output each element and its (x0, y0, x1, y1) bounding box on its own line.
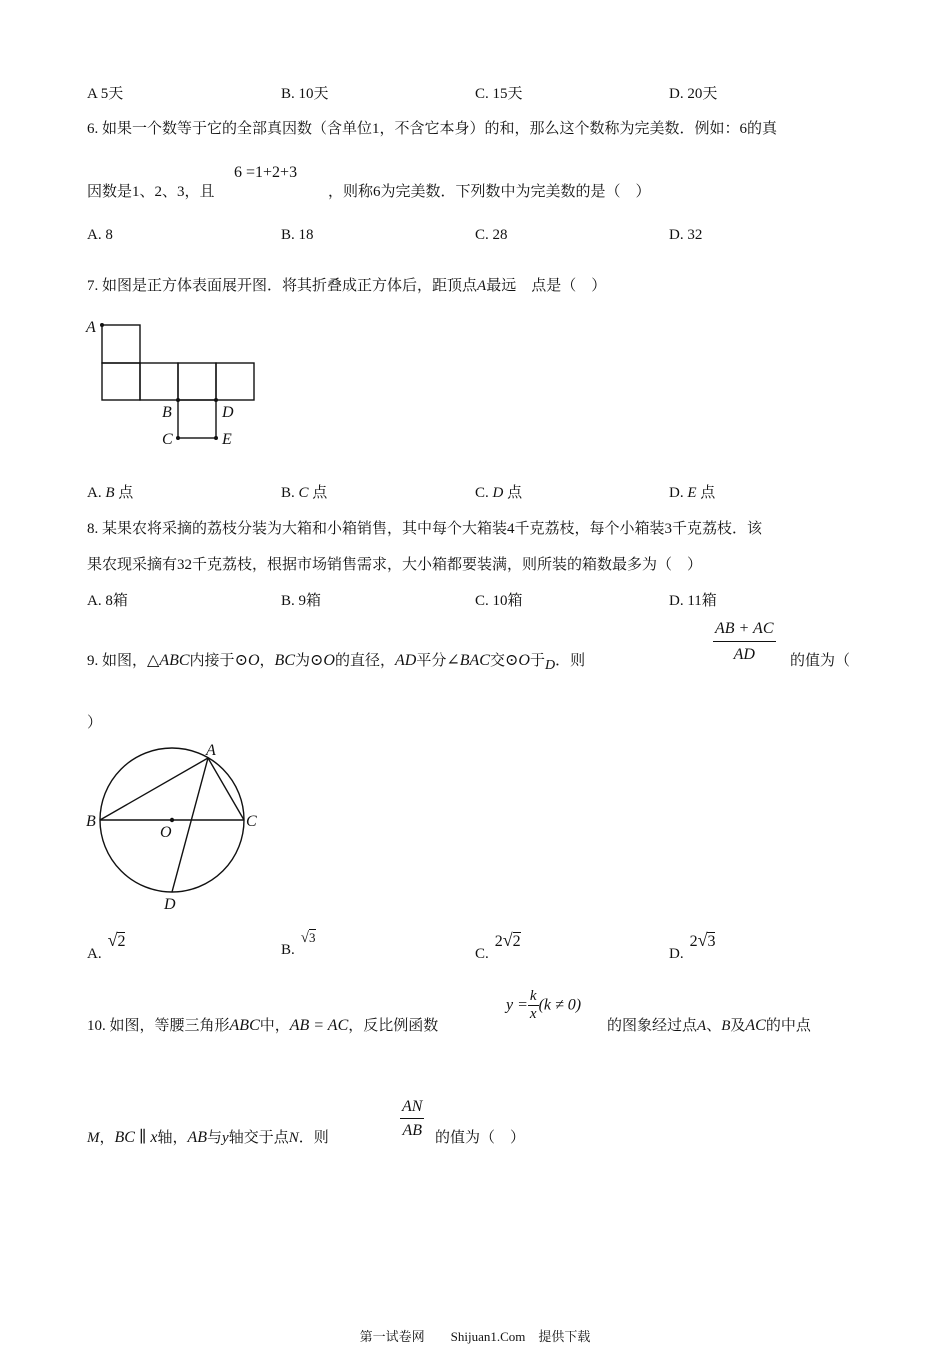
q10-point-a: A (697, 1018, 707, 1034)
q6-stem-post: ，则称6为完美数．下列数中为完美数的是（ ） (328, 184, 651, 200)
q9-option-d (669, 930, 716, 962)
q10-stem-line2-a (87, 1126, 329, 1147)
q9-option-a (87, 930, 126, 962)
sqrt-icon: √ (107, 930, 118, 950)
q7-option-b (281, 481, 327, 502)
q10-text-10: 与 (207, 1130, 223, 1146)
q10-text-1: 10. 如图，等腰三角形 (87, 1018, 230, 1034)
label-b: B (162, 404, 172, 421)
q10-y-var: y (222, 1130, 229, 1146)
q10-ab: AB (187, 1129, 208, 1146)
q9-bc: BC (274, 652, 295, 669)
net-square-row-3 (178, 363, 216, 400)
q10-k-numerator: k (529, 988, 537, 1004)
q5-option-c: C. 15天 (475, 86, 523, 102)
q9-text-6: 平分 (416, 653, 447, 669)
center-o-dot (170, 818, 174, 822)
q9-text-2: 内接于 (189, 653, 235, 669)
q9-ad: AD (395, 652, 417, 669)
q9-circle-2: ⊙O (310, 652, 335, 669)
q5-option-a: A 5天 (87, 86, 124, 102)
q10-condition: (k ≠ 0) (538, 996, 582, 1014)
q10-text-12: ．则 (298, 1130, 329, 1146)
q9-close-paren: ） (87, 715, 103, 731)
q7-option-d (669, 481, 715, 502)
q5-option-b: B. 10天 (281, 86, 329, 102)
q9-option-d-prefix: D. (669, 946, 684, 962)
q9-option-c-prefix: C. (475, 946, 489, 962)
q7-stem-var: A (477, 278, 487, 294)
circle-figure (80, 735, 270, 915)
q10-fraction-numerator: AN (400, 1098, 424, 1119)
q9-angle: ∠BAC (446, 652, 490, 669)
point-c (176, 436, 180, 440)
q6-option-d: D. 32 (669, 227, 703, 243)
segment-ad (172, 758, 208, 892)
q7-option-c-suffix: 点 (507, 485, 523, 501)
point-b (176, 398, 180, 402)
segment-ac (208, 758, 244, 820)
net-square-row-1 (102, 363, 140, 400)
q9-stem (87, 649, 586, 673)
q6-stem-pre: 因数是1、2、3，且 (87, 184, 215, 200)
q10-x-denominator: x (529, 1006, 537, 1022)
point-d (214, 398, 218, 402)
q10-text-7: 的中点 (765, 1018, 811, 1034)
q9-option-a-radicand: 2 (117, 933, 126, 950)
q7-option-d-var: E (687, 485, 697, 501)
q10-text-13: 的值为（ ） (435, 1130, 526, 1146)
page-footer: 第一试卷网 Shijuan1.Com 提供下载 (359, 1329, 591, 1344)
label-a: A (86, 319, 96, 336)
q7-option-a-var: B (105, 485, 115, 501)
circle-label-b: B (86, 813, 96, 830)
q10-text-4: 的图象经过点 (607, 1018, 698, 1034)
q9-text-10: 的值为（ (790, 653, 851, 669)
net-square-row-2 (140, 363, 178, 400)
q10-fraction-denominator: AB (402, 1122, 422, 1139)
q8-stem-line2: 果农现采摘有32千克荔枝，根据市场销售需求，大小箱都要装满，则所装的箱数最多为（ ） (87, 557, 703, 573)
q7-option-c (475, 481, 522, 502)
q7-option-b-suffix: 点 (312, 485, 328, 501)
q8-option-d: D. 11箱 (669, 593, 717, 609)
q10-point-n: N (288, 1130, 299, 1146)
q10-abc: ABC (229, 1017, 260, 1034)
q6-option-c: C. 28 (475, 227, 508, 243)
q7-option-c-var: D (492, 485, 504, 501)
q10-ac: AC (745, 1017, 766, 1034)
sqrt-icon: √ (300, 930, 309, 946)
q7-option-d-suffix: 点 (700, 485, 716, 501)
q9-option-c-coef: 2 (494, 933, 503, 950)
q10-text-6: 及 (730, 1018, 746, 1034)
segment-ab (100, 758, 208, 820)
circle-label-d: D (164, 896, 176, 913)
q7-option-b-prefix: B. (281, 485, 295, 501)
q10-text-5: 、 (706, 1018, 722, 1034)
q9-d: D (544, 658, 556, 673)
q9-circle-3: ⊙O (504, 652, 530, 669)
q10-point-m: M (87, 1130, 100, 1146)
q10-text-9: 轴， (157, 1130, 188, 1146)
q10-stem-line1-b (607, 1014, 811, 1035)
q10-function (506, 988, 581, 1023)
q5-option-d: D. 20天 (669, 86, 718, 102)
q9-option-c (475, 930, 521, 962)
label-c: C (162, 431, 173, 448)
q9-option-b-radicand: 3 (309, 930, 316, 945)
q8-option-c: C. 10箱 (475, 593, 523, 609)
q7-option-c-prefix: C. (475, 485, 489, 501)
q8-option-a: A. 8箱 (87, 593, 128, 609)
q7-option-b-var: C (298, 485, 309, 501)
net-square-bottom (178, 400, 216, 438)
cube-net-figure (80, 312, 270, 452)
q6-formula: 6 =1+2+3 (234, 164, 298, 181)
q9-circle-1: ⊙O (234, 652, 260, 669)
q6-stem-line1: 6. 如果一个数等于它的全部真因数（含单位1，不含它本身）的和，那么这个数称为完美数．例如：6的真 (87, 121, 778, 137)
q10-y-equals: y = (506, 996, 528, 1014)
q8-option-b: B. 9箱 (281, 593, 322, 609)
q7-option-a (87, 481, 133, 502)
label-d: D (222, 404, 234, 421)
q7-stem (87, 274, 606, 295)
q7-stem-post: 最远 点是（ ） (486, 278, 607, 294)
net-square-row-4 (216, 363, 254, 400)
point-a (100, 323, 104, 327)
q9-triangle: △ABC (147, 652, 190, 669)
q7-option-a-suffix: 点 (118, 485, 134, 501)
q9-option-b (281, 930, 316, 958)
q8-stem-line1: 8. 某果农将采摘的荔枝分装为大箱和小箱销售，其中每个大箱装4千克荔枝，每个小箱装3千克荔枝．该 (87, 521, 763, 537)
q9-fraction (713, 620, 776, 664)
circle-label-a: A (206, 742, 216, 759)
q9-option-a-prefix: A. (87, 946, 102, 962)
q10-text-11: 轴交于点 (228, 1130, 289, 1146)
q9-text-4: 为 (295, 653, 311, 669)
q6-stem-line2 (87, 180, 215, 201)
q9-fraction-denominator: AD (733, 646, 755, 663)
q10-text-8: ， (99, 1130, 115, 1146)
q9-option-c-radicand: 2 (512, 933, 521, 950)
q9-option-d-coef: 2 (689, 933, 698, 950)
q9-text-8: 于 (529, 653, 545, 669)
q10-point-b: B (721, 1018, 731, 1034)
q9-text-3: ， (259, 653, 275, 669)
q7-option-d-prefix: D. (669, 485, 684, 501)
q7-stem-text: 7. 如图是正方体表面展开图．将其折叠成正方体后，距顶点 (87, 278, 478, 294)
circle-label-o: O (160, 824, 172, 841)
q10-fraction (400, 1098, 424, 1140)
q10-stem-line1-a (87, 1014, 438, 1035)
q9-text-1: 9. 如图， (87, 653, 148, 669)
sqrt-icon: √ (697, 930, 708, 950)
sqrt-icon: √ (502, 930, 513, 950)
net-square-top (102, 325, 140, 363)
circle-label-c: C (246, 813, 257, 830)
q9-text-9: ．则 (555, 653, 586, 669)
q9-text-5: 的直径， (334, 653, 395, 669)
point-e (214, 436, 218, 440)
q9-option-b-prefix: B. (281, 942, 295, 958)
q6-option-a: A. 8 (87, 227, 113, 243)
q7-option-a-prefix: A. (87, 485, 102, 501)
q10-equation: AB = AC (289, 1017, 349, 1034)
q10-text-2: 中， (259, 1018, 290, 1034)
q10-text-3: ，反比例函数 (348, 1018, 439, 1034)
q9-text-7: 交 (489, 653, 505, 669)
q9-fraction-numerator: AB + AC (713, 620, 776, 642)
q10-bc-parallel-x: BC ∥ x (114, 1129, 158, 1146)
label-e: E (222, 431, 232, 448)
q6-option-b: B. 18 (281, 227, 314, 243)
q9-option-d-radicand: 3 (707, 933, 716, 950)
